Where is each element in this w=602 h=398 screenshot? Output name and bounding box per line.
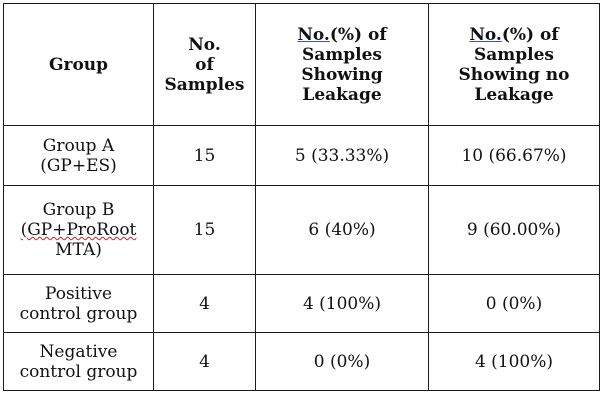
header-leak-line: Samples xyxy=(301,44,382,65)
header-leak-rest: (%) of xyxy=(329,24,387,45)
cell-no-leakage: 10 (66.67%) xyxy=(429,126,600,186)
cell-num-samples: 15 xyxy=(154,186,256,275)
group-line-spellcheck: (GP+ProRoot xyxy=(20,220,137,240)
header-num-line: of xyxy=(195,54,214,75)
group-line: (GP+ES) xyxy=(40,155,117,176)
group-line: control group xyxy=(19,303,138,324)
table-header-row xyxy=(4,4,600,126)
cell-num-samples: 4 xyxy=(154,333,256,391)
header-num-samples xyxy=(154,4,256,126)
header-leakage xyxy=(256,4,429,126)
group-line: Negative xyxy=(39,341,118,362)
header-noleak-underlined: No. xyxy=(469,24,502,45)
results-table xyxy=(3,3,600,391)
cell-no-leakage: 9 (60.00%) xyxy=(429,186,600,275)
cell-num-samples: 15 xyxy=(154,126,256,186)
cell-leakage: 0 (0%) xyxy=(256,333,429,391)
cell-no-leakage: 0 (0%) xyxy=(429,275,600,333)
cell-leakage: 4 (100%) xyxy=(256,275,429,333)
table-row xyxy=(4,186,600,275)
group-line: Positive xyxy=(44,283,113,304)
group-line: control group xyxy=(19,361,138,382)
cell-leakage: 6 (40%) xyxy=(256,186,429,275)
table-row xyxy=(4,126,600,186)
header-num-line: Samples xyxy=(164,74,245,95)
header-num-line: No. xyxy=(188,34,221,55)
group-line: Group A xyxy=(42,135,115,156)
header-no-leakage xyxy=(429,4,600,126)
header-group xyxy=(4,4,154,126)
header-leak-underlined: No. xyxy=(297,24,330,45)
cell-no-leakage: 4 (100%) xyxy=(429,333,600,391)
header-noleak-rest: (%) of xyxy=(501,24,559,45)
header-group-label: Group xyxy=(48,54,109,75)
header-noleak-line: Samples xyxy=(473,44,554,65)
header-noleak-line: Showing no xyxy=(458,64,570,85)
group-line: MTA) xyxy=(55,240,102,260)
cell-group xyxy=(4,275,154,333)
header-leak-first-line xyxy=(259,25,425,45)
cell-group xyxy=(4,333,154,391)
header-leak-line: Showing xyxy=(301,64,383,85)
cell-group xyxy=(4,126,154,186)
header-noleak-line: Leakage xyxy=(474,84,554,105)
header-noleak-first-line xyxy=(432,25,596,45)
cell-leakage: 5 (33.33%) xyxy=(256,126,429,186)
group-line: Group B xyxy=(42,200,115,220)
header-leak-line: Leakage xyxy=(302,84,382,105)
table-row xyxy=(4,333,600,391)
cell-group xyxy=(4,186,154,275)
cell-num-samples: 4 xyxy=(154,275,256,333)
table-row xyxy=(4,275,600,333)
